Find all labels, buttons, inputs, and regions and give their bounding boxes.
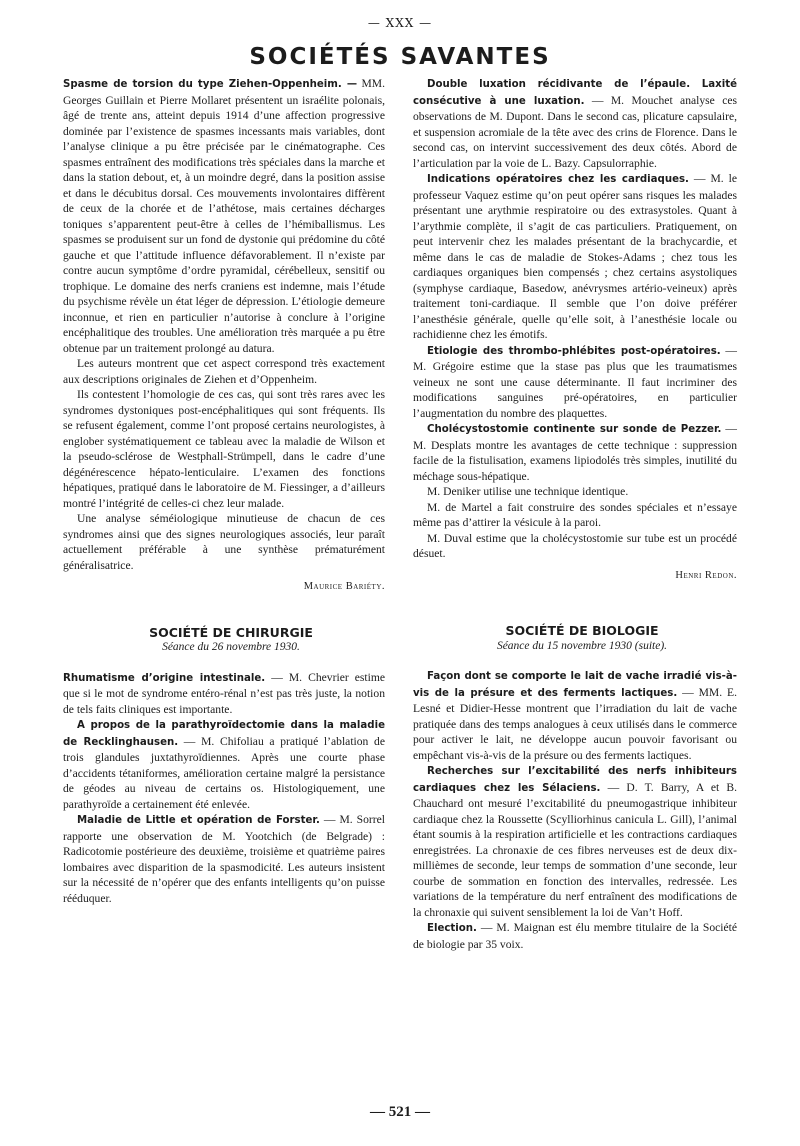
article-heading: A propos de la parathyroïdectomie dans la maladie de Recklinghausen.: [63, 720, 385, 748]
section-heading-biologie: SOCIÉTÉ DE BIOLOGIE: [505, 623, 659, 638]
article-heading: Election.: [427, 923, 477, 934]
author-signature: Maurice Bariéty.: [303, 581, 385, 592]
article-heading: Maladie de Little et opération de Forster.: [77, 815, 320, 826]
article-parathyroidectomie: [63, 717, 385, 812]
paragraph: Les auteurs montrent que cet aspect correspond très exactement aux descriptions originales de Ziehen et d’Oppenheim.: [63, 357, 385, 386]
article-spasme: [63, 76, 385, 356]
paragraph: M. Duval estime que la cholécystostomie sur tube est un procédé désuet.: [413, 531, 737, 560]
article-heading: Double luxation récidivante de l’épaule. Laxité consécutive à une luxation.: [413, 79, 737, 107]
article-text: — M. Grégoire estime que la stase pas plus que les traumatismes veineux ne sont une cause déterminante. Il faut incriminer des modifications sanguines pré-opératoires, en particulier l’augmentation du nombre des plaquettes.: [413, 343, 737, 420]
article-heading: Rhumatisme d’origine intestinale.: [63, 672, 266, 684]
author-signature: Henri Redon.: [675, 569, 737, 581]
article-heading: Façon dont se comporte le lait de vache irradié vis-à-vis de la présure et des ferments lactiques.: [413, 671, 737, 699]
left-column: [63, 76, 385, 906]
page-number: — 521 —: [370, 1104, 430, 1120]
article-heading: Recherches sur l’excitabilité des nerfs inhibiteurs cardiaques chez les Sélaciens.: [413, 766, 737, 794]
article-text: — M. Maignan est élu membre titulaire de la Société de biologie par 35 voix.: [413, 921, 737, 951]
article-heading: Cholécystostomie continente sur sonde de Pezzer.: [427, 424, 722, 435]
section-session-date: Séance du 15 novembre 1930 (suite).: [496, 639, 668, 652]
paragraph: Une analyse séméiologique minutieuse de chacun de ces syndromes ainsi que des signes neurologiques associés, leur paraît actuellement préférable à une synthèse prématurément généralisatrice.: [63, 512, 385, 572]
article-text: — M. le professeur Vaquez estime qu’on peut opérer sans risques les malades présentant une arythmie respiratoire ou des extrasystoles. Quant à l’arythmie complète, il s’agit de cas particuliers. Pratiquement, on peut intervenir chez les malades présentant de la brachycardie, et même dans le cas de maladie de Stokes-Adams ; chez tous les cardiaques organiques bien compensés ; chez certains asystoliques (symphyse cardiaque, Basedow, anévrysmes artério-veineux) après traitement toni-cardiaque. Il semble que l’on doive préférer l’anesthésie générale, quelle qu’elle soit, à l’anesthésie locale ou rachidienne chez les émotifs.: [413, 172, 737, 341]
paragraph: M. de Martel a fait construire des sondes spéciales et n’essaye même pas d’attirer la vésicule à la paroi.: [413, 500, 737, 529]
article-lait-irradie: [413, 668, 737, 763]
article-text: MM. Georges Guillain et Pierre Mollaret présentent un israélite polonais, âgé de trente ans, atteint depuis 1914 d’une affection progressive dominée par l’existence de spasmes incessants mais variables, dont l’analyse clinique a pu être précisée par le cinématographe. Ces spasmes entraînent des modifications très spéciales dans la marche et dans la station debout, et, à un moindre degré, dans la position assise et dans le décubitus dorsal. Ces mouvements involontaires diffèrent de ceux de la chorée et de l’athétose, mais certaines décharges toniques s’apparentent peut-être à celles de l’hémiballismus. Les spasmes se produisent sur un fond de dystonie qui prédomine du côté gauche et que l’attitude influence défavorablement. Il n’existe par contre aucun symptôme d’ordre pyramidal, cérébelleux, sensitif ou trophique. Le domaine des nerfs craniens est indemne, mais l’étude du psychisme révèle un état léger de dépression. L’étiologie demeure inconnue, et rien en particulier n’autorise à conclure à l’origine encéphalitique des troubles. Une amélioration très marquée a pu être obtenue par un traitement prolongé au datura.: [63, 77, 385, 355]
article-heading: Etiologie des thrombo-phlébites post-opératoires.: [427, 345, 721, 357]
article-rhumatisme: [63, 670, 385, 718]
article-cardiaques: [413, 171, 737, 343]
article-text: — M. Mouchet analyse ces observations de M. Dupont. Dans le second cas, plicature capsulaire, et suspension acromiale de la tête avec des crins de Florence. Dans le second cas, on intervint successivement des deux côtés. Abord de l’articulation par la voie de L. Bazy. Capsulorraphie.: [413, 93, 737, 170]
article-luxation: [413, 76, 737, 171]
paragraph: M. Deniker utilise une technique identique.: [427, 485, 629, 498]
article-text: — M. Chevrier estime que si le mot de syndrome entéro-rénal n’est pas très juste, la notion de tels faits cliniques est importante.: [63, 670, 386, 716]
article-text: — D. T. Barry, A et B. Chauchard ont mesuré l’excitabilité du pneumogastrique inhibiteur cardiaque chez la Roussette (Scylliorhinus canicula L. Gill), l’animal étant soumis à la respiration artificielle et les contractions cardiaques enregistrées. La chronaxie de ces fibres nerveuses est de deux dix-millièmes de seconde, leur temps de sommation d’une seconde, leur courbe de sommation en fonction des intervalles, redressée. Les variations de la température du nerf entraînent des modifications de la chronaxie qui suivent sensiblement la loi de Van’t Hoff.: [413, 780, 737, 919]
article-election: [413, 920, 737, 952]
article-text: — MM. E. Lesné et Didier-Hesse montrent que l’irradiation du lait de vache pratiquée dans des temps analogues à ceux utilisés dans le commerce pour activer le lait, ne développe aucun pouvoir favorisant ou empêchant vis-à-vis de la présure ou des ferments lactiques.: [413, 685, 737, 762]
article-nerfs-inhibiteurs: [413, 763, 737, 920]
article-text: — M. Sorrel rapporte une observation de M. Yootchich (de Belgrade) : Radicotomie postérieure des deuxième, troisième et quatrième paires lombaires avec disparition de la spasmodicité. Les auteurs insistent sur la nécessité de n’opérer que des enfants intelligents qu’on puisse rééduquer.: [63, 813, 385, 905]
article-heading: Indications opératoires chez les cardiaques.: [427, 174, 689, 185]
page-title: SOCIÉTÉS SAVANTES: [249, 44, 551, 70]
article-cholecystostomie: [413, 421, 737, 484]
section-heading-chirurgie: SOCIÉTÉ DE CHIRURGIE: [149, 624, 313, 640]
article-heading: Spasme de torsion du type Ziehen-Oppenheim. —: [63, 79, 358, 90]
paragraph: Ils contestent l’homologie de ces cas, qui sont très rares avec les syndromes dystoniques post-encéphalitiques qui sont fréquents. Ils se refusent également, comme l’ont proposé certains neurologistes, à englober systématiquement ce tableau avec la maladie de Wilson et la pseudo-sclérose de Westphall-Strümpell, dans le cadre d’une dégénérescence hépato-lenticulaire. L’examen des fonctions hépatiques, pratiqué dans le laboratoire de M. Fiessinger, a d’ailleurs montré l’intégrité de celles-ci chez leur malade.: [63, 388, 385, 510]
running-header: — XXX —: [367, 16, 433, 30]
right-column: [413, 76, 737, 952]
section-session-date: Séance du 26 novembre 1930.: [162, 641, 300, 653]
article-text: — M. Chifoliau a pratiqué l’ablation de trois glandules juxtathyroïdiennes. Après une courte phase d’accidents tétaniformes, amélioration certaine malgré la persistance de géodes au niveau de certains os. Histologiquement, une parathyroïde a certainement été enlevée.: [63, 734, 385, 811]
article-little: [63, 812, 385, 906]
article-thrombophlebites: [413, 343, 737, 422]
article-text: — M. Desplats montre les avantages de cette technique : suppression facile de la fistulisation, examens lipiodolés très simples, inutilité du méchage sous-hépatique.: [413, 422, 737, 483]
